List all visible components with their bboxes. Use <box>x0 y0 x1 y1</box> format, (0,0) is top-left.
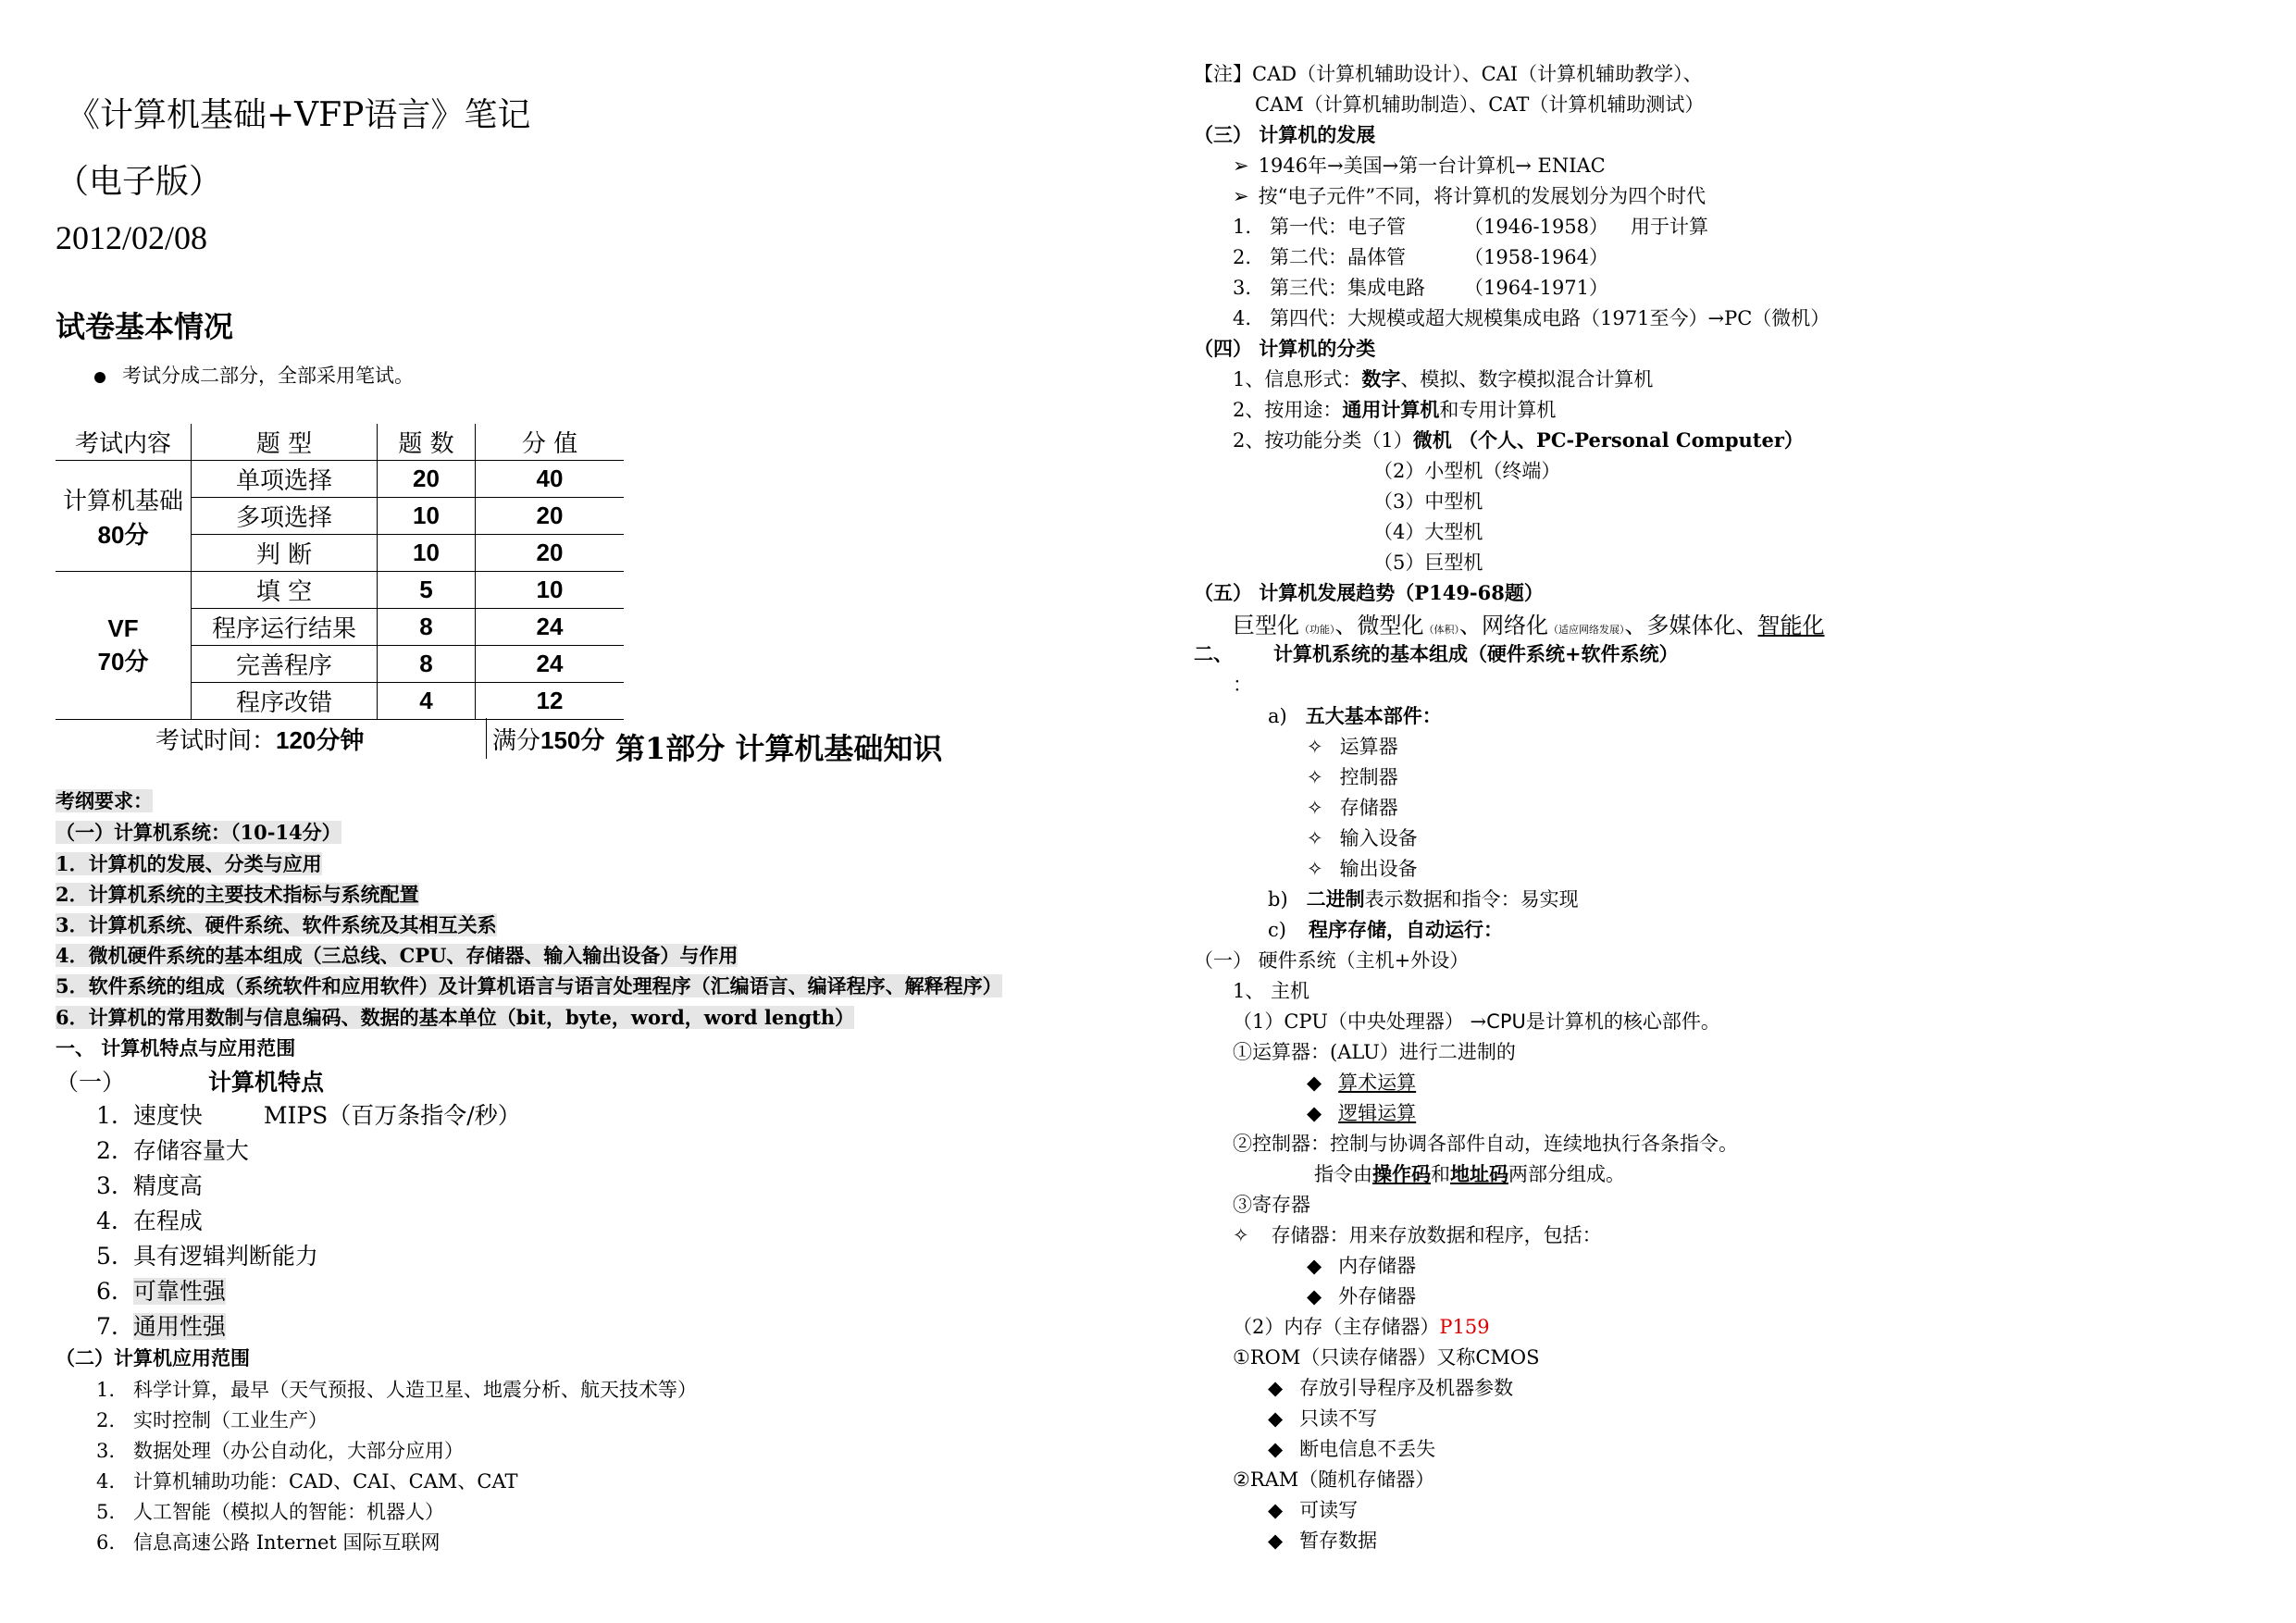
dev-heading: （三） 计算机的发展 <box>1194 123 1376 146</box>
table-cell: 12 <box>476 683 625 720</box>
diamond-filled-icon: ◆ <box>1268 1499 1284 1521</box>
list-item: 4. 第四代：大规模或超大规模集成电路（1971至今）→PC（微机） <box>1233 307 1831 329</box>
list-item: 5. 人工智能（模拟人的智能：机器人） <box>96 1501 445 1523</box>
sub1-label: （一） <box>56 1069 126 1096</box>
list-item: ✧ 控制器 <box>1307 766 1398 788</box>
table-cell: 多项选择 <box>192 498 378 535</box>
list-item: ✧ 输出设备 <box>1307 858 1418 880</box>
syllabus-item: 6．计算机的常用数制与信息编码、数据的基本单位（bit，byte，word，word length） <box>56 1006 855 1029</box>
note-line: 【注】CAD（计算机辅助设计）、CAI（计算机辅助教学）、 <box>1194 63 1703 85</box>
reg-line: ③寄存器 <box>1233 1194 1310 1216</box>
list-item: b) 二进制表示数据和指令：易实现 <box>1268 887 1579 911</box>
instr-line: 指令由操作码和地址码两部分组成。 <box>1314 1162 1625 1185</box>
trend-line: 巨型化（功能）、微型化（体积）、网络化（适应网络发展）、多媒体化、智能化 <box>1233 613 1825 638</box>
table-header: 题 型 <box>192 424 378 461</box>
list-item: 7. 通用性强 <box>96 1313 226 1340</box>
syllabus-item: 3．计算机系统、硬件系统、软件系统及其相互关系 <box>56 913 497 936</box>
exam-full-value: 150分 <box>540 726 605 754</box>
list-item: 2. 存储容量大 <box>96 1137 249 1164</box>
table-cell: 40 <box>476 461 625 498</box>
table-cell: 程序运行结果 <box>192 609 378 646</box>
list-item: 3. 第三代：集成电路 （1964-1971） <box>1233 277 1609 299</box>
list-item: （5）巨型机 <box>1373 551 1483 574</box>
table-cell: 20 <box>378 461 476 498</box>
syllabus-item: 4．微机硬件系统的基本组成（三总线、CPU、存储器、输入输出设备）与作用 <box>56 944 738 967</box>
diamond-filled-icon: ◆ <box>1307 1255 1322 1277</box>
list-item: 3. 精度高 <box>96 1172 203 1199</box>
list-item: ◆ 存放引导程序及机器参数 <box>1268 1377 1514 1399</box>
bullet-dot-icon <box>94 372 105 383</box>
list-item: ✧ 运算器 <box>1307 736 1398 758</box>
part1-title: 第1部分 计算机基础知识 <box>615 731 943 766</box>
exam-table <box>56 424 624 720</box>
list-item: 4. 在程成 <box>96 1208 203 1234</box>
syllabus-item: 2．计算机系统的主要技术指标与系统配置 <box>56 883 419 906</box>
list-item: ◆ 内存储器 <box>1307 1255 1417 1277</box>
group-score: 80分 <box>97 520 149 549</box>
list-item: a) 五大基本部件： <box>1268 704 1442 727</box>
table-cell: 8 <box>378 646 476 683</box>
arrow-bullet-icon: ➢ <box>1233 185 1249 207</box>
list-item: ✧ 存储器 <box>1307 797 1398 819</box>
list-item: 2、按功能分类（1）微机 （个人、PC-Personal Computer） <box>1233 428 1804 452</box>
group-name: 计算机基础 <box>62 487 183 515</box>
exam-full-label: 满分 <box>492 727 541 755</box>
diamond-outline-icon: ✧ <box>1307 797 1323 819</box>
list-item: ✧ 输入设备 <box>1307 827 1418 849</box>
list-item: 1. 速度快 MIPS（百万条指令/秒） <box>96 1102 521 1129</box>
list-item: （4）大型机 <box>1373 521 1483 543</box>
table-cell: 10 <box>476 572 625 609</box>
diamond-filled-icon: ◆ <box>1307 1285 1322 1307</box>
list-item: ➢ 按“电子元件”不同，将计算机的发展划分为四个时代 <box>1233 185 1706 207</box>
list-item: ◆ 断电信息不丢失 <box>1268 1438 1436 1460</box>
list-item: ◆ 外存储器 <box>1307 1285 1417 1307</box>
diamond-filled-icon: ◆ <box>1307 1102 1322 1124</box>
table-header-row <box>56 424 624 461</box>
ctrl-line: ②控制器：控制与协调各部件自动，连续地执行各条指令。 <box>1233 1133 1738 1155</box>
exam-time-value: 120分钟 <box>276 726 365 754</box>
exam-time-label: 考试时间： <box>155 727 277 755</box>
table-cell: 24 <box>476 646 625 683</box>
group-cell-vf <box>56 572 192 720</box>
hw-heading: （一） 硬件系统（主机+外设） <box>1194 949 1470 972</box>
table-cell: 4 <box>378 683 476 720</box>
exam-time <box>155 722 364 756</box>
diamond-filled-icon: ◆ <box>1268 1438 1284 1460</box>
table-row <box>56 572 624 609</box>
cls-heading: （四） 计算机的分类 <box>1194 337 1376 360</box>
syllabus-sub: （一）计算机系统：（10-14分） <box>56 821 341 844</box>
list-item: （2）小型机（终端） <box>1373 460 1561 482</box>
sys-heading: 二、 计算机系统的基本组成（硬件系统+软件系统） <box>1194 642 1679 665</box>
group-score: 70分 <box>97 647 149 675</box>
diamond-outline-icon: ✧ <box>1307 766 1323 788</box>
section1-sub1 <box>56 1064 324 1097</box>
list-item: ◆ 暂存数据 <box>1268 1530 1378 1552</box>
diamond-filled-icon: ◆ <box>1268 1377 1284 1399</box>
group-name: VF <box>107 613 139 642</box>
table-header: 考试内容 <box>56 424 192 461</box>
list-item: 5. 具有逻辑判断能力 <box>96 1243 318 1270</box>
list-item: ◆ 逻辑运算 <box>1307 1102 1417 1124</box>
sub1-title: 计算机特点 <box>208 1069 325 1096</box>
diamond-outline-icon: ✧ <box>1233 1224 1249 1246</box>
list-item: 1. 第一代：电子管 （1946-1958） 用于计算 <box>1233 216 1709 238</box>
table-header: 分 值 <box>476 424 625 461</box>
list-item: ◆ 只读不写 <box>1268 1407 1378 1430</box>
cpu-line: （1）CPU（中央处理器） →CPU是计算机的核心部件。 <box>1233 1010 1720 1033</box>
doc-title: 《计算机基础+VFP语言》笔记 <box>67 96 531 134</box>
group-cell-basic <box>56 461 192 572</box>
colon-line: ： <box>1233 674 1252 696</box>
table-cell: 程序改错 <box>192 683 378 720</box>
list-item: 6. 可靠性强 <box>96 1278 226 1305</box>
list-item: 2、按用途：通用计算机和专用计算机 <box>1233 398 1557 421</box>
diamond-outline-icon: ✧ <box>1307 858 1323 880</box>
list-item: ◆ 算术运算 <box>1307 1072 1417 1094</box>
diamond-outline-icon: ✧ <box>1307 827 1323 849</box>
list-item: 1、信息形式：数字、模拟、数字模拟混合计算机 <box>1233 367 1654 390</box>
list-item: 2. 第二代：晶体管 （1958-1964） <box>1233 246 1609 268</box>
table-cell: 完善程序 <box>192 646 378 683</box>
doc-date: 2012/02/08 <box>56 219 208 256</box>
table-cell: 10 <box>378 498 476 535</box>
inner-mem-line: （2）内存（主存储器）P159 <box>1233 1316 1490 1338</box>
table-cell: 10 <box>378 535 476 572</box>
diamond-filled-icon: ◆ <box>1268 1530 1284 1552</box>
diamond-filled-icon: ◆ <box>1268 1407 1284 1430</box>
exam-full <box>492 722 604 756</box>
table-cell: 5 <box>378 572 476 609</box>
host-line: 1、 主机 <box>1233 980 1310 1002</box>
table-cell: 单项选择 <box>192 461 378 498</box>
table-header: 题 数 <box>378 424 476 461</box>
syllabus-item: 5．软件系统的组成（系统软件和应用软件）及计算机语言与语言处理程序（汇编语言、编译程序、解释程序） <box>56 974 1002 997</box>
table-cell: 填 空 <box>192 572 378 609</box>
syllabus-heading: 考纲要求： <box>56 789 153 812</box>
table-cell: 20 <box>476 498 625 535</box>
rom-line: ①ROM（只读存储器）又称CMOS <box>1233 1346 1540 1369</box>
note-line: CAM（计算机辅助制造）、CAT（计算机辅助测试） <box>1255 93 1705 116</box>
exam-heading: 试卷基本情况 <box>56 309 234 344</box>
list-item: 6. 信息高速公路 Internet 国际互联网 <box>96 1531 441 1554</box>
list-item: 1. 科学计算，最早（天气预报、人造卫星、地震分析、航天技术等） <box>96 1379 698 1401</box>
diamond-filled-icon: ◆ <box>1307 1072 1322 1094</box>
list-item: 2. 实时控制（工业生产） <box>96 1409 329 1431</box>
table-cell: 24 <box>476 609 625 646</box>
table-cell: 判 断 <box>192 535 378 572</box>
right-column <box>1194 0 2286 1623</box>
table-cell: 20 <box>476 535 625 572</box>
alu-line: ①运算器：(ALU）进行二进制的 <box>1233 1041 1516 1063</box>
list-item: 4. 计算机辅助功能：CAD、CAI、CAM、CAT <box>96 1470 518 1493</box>
doc-subtitle: （电子版） <box>56 163 223 201</box>
exam-bullet-text: 考试分成二部分，全部采用笔试。 <box>122 365 414 387</box>
list-item: ➢ 1946年→美国→第一台计算机→ ENIAC <box>1233 155 1606 177</box>
table-divider <box>486 718 487 759</box>
list-item: （3）中型机 <box>1373 490 1483 513</box>
trend-heading: （五） 计算机发展趋势（P149-68题） <box>1194 581 1544 604</box>
list-item: c) 程序存储，自动运行： <box>1268 918 1503 941</box>
section1-heading: 一、 计算机特点与应用范围 <box>56 1036 296 1059</box>
exam-bullet-line <box>94 361 414 389</box>
mem-line: ✧ 存储器：用来存放数据和程序，包括： <box>1233 1224 1602 1246</box>
table-cell: 8 <box>378 609 476 646</box>
list-item: 3. 数据处理（办公自动化，大部分应用） <box>96 1440 465 1462</box>
left-column <box>56 0 1166 1623</box>
diamond-outline-icon: ✧ <box>1307 736 1323 758</box>
list-item: ◆ 可读写 <box>1268 1499 1359 1521</box>
syllabus-item: 1．计算机的发展、分类与应用 <box>56 852 322 875</box>
section1-sub2: （二）计算机应用范围 <box>56 1346 250 1369</box>
arrow-bullet-icon: ➢ <box>1233 155 1249 177</box>
ram-line: ②RAM（随机存储器） <box>1233 1468 1435 1491</box>
table-row <box>56 461 624 498</box>
